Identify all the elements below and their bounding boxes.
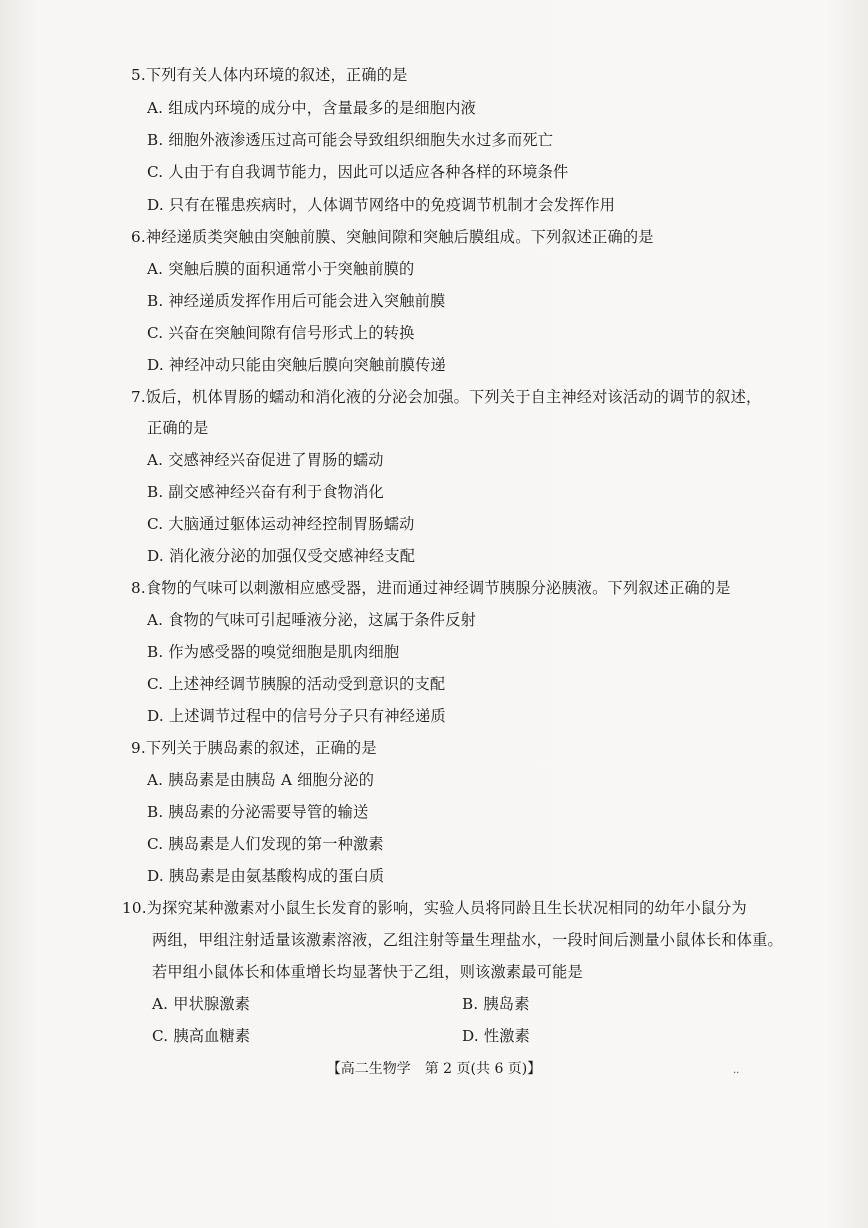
question-9-option-d: D. 胰岛素是由氨基酸构成的蛋白质 — [147, 867, 385, 885]
question-6-stem: 6.神经递质类突触由突触前膜、突触间隙和突触后膜组成。下列叙述正确的是 — [131, 228, 654, 246]
question-6-option-a: A. 突触后膜的面积通常小于突触前膜的 — [147, 260, 415, 278]
question-5-option-d: D. 只有在罹患疾病时，人体调节网络中的免疫调节机制才会发挥作用 — [147, 196, 616, 214]
question-10-option-b: B. 胰岛素 — [462, 995, 530, 1013]
question-7-option-b: B. 副交感神经兴奋有利于食物消化 — [147, 483, 384, 501]
question-5-option-c: C. 人由于有自我调节能力，因此可以适应各种各样的环境条件 — [147, 163, 569, 181]
question-9-option-c: C. 胰岛素是人们发现的第一种激素 — [147, 835, 384, 853]
question-9-option-a: A. 胰岛素是由胰岛 A 细胞分泌的 — [147, 771, 375, 789]
question-9-stem: 9.下列关于胰岛素的叙述，正确的是 — [131, 739, 377, 757]
question-7-option-d: D. 消化液分泌的加强仅受交感神经支配 — [147, 547, 416, 565]
question-6-option-c: C. 兴奋在突触间隙有信号形式上的转换 — [147, 324, 415, 342]
question-6-option-d: D. 神经冲动只能由突触后膜向突触前膜传递 — [147, 356, 446, 374]
question-9-option-b: B. 胰岛素的分泌需要导管的输送 — [147, 803, 369, 821]
question-7-option-c: C. 大脑通过躯体运动神经控制胃肠蠕动 — [147, 515, 415, 533]
question-10-option-d: D. 性激素 — [462, 1027, 531, 1045]
question-8-option-a: A. 食物的气味可引起唾液分泌，这属于条件反射 — [147, 611, 476, 629]
page-number-label: 【高二生物学 第 2 页(共 6 页)】 — [326, 1061, 542, 1077]
corner-mark: .. — [733, 1065, 740, 1076]
question-7-option-a: A. 交感神经兴奋促进了胃肠的蠕动 — [147, 451, 384, 469]
question-6-option-b: B. 神经递质发挥作用后可能会进入突触前膜 — [147, 292, 446, 310]
question-8-option-b: B. 作为感受器的嗅觉细胞是肌肉细胞 — [147, 643, 400, 661]
question-8-option-d: D. 上述调节过程中的信号分子只有神经递质 — [147, 707, 446, 725]
question-10-stem: 10.为探究某种激素对小鼠生长发育的影响，实验人员将同龄且生长状况相同的幼年小鼠分为 — [122, 899, 747, 917]
question-8-stem: 8.食物的气味可以刺激相应感受器，进而通过神经调节胰腺分泌胰液。下列叙述正确的是 — [131, 579, 731, 597]
question-10-stem-line-3: 若甲组小鼠体长和体重增长均显著快于乙组，则该激素最可能是 — [152, 963, 583, 981]
question-10-option-c: C. 胰高血糖素 — [152, 1027, 251, 1045]
question-5-option-a: A. 组成内环境的成分中，含量最多的是细胞内液 — [147, 99, 476, 117]
question-5-stem: 5.下列有关人体内环境的叙述，正确的是 — [131, 66, 408, 84]
question-8-option-c: C. 上述神经调节胰腺的活动受到意识的支配 — [147, 675, 446, 693]
question-7-stem: 7.饭后，机体胃肠的蠕动和消化液的分泌会加强。下列关于自主神经对该活动的调节的叙述， — [131, 388, 762, 406]
question-7-stem-continued: 正确的是 — [147, 419, 209, 437]
question-10-option-a: A. 甲状腺激素 — [152, 995, 251, 1013]
question-10-stem-line-2: 两组，甲组注射适量该激素溶液，乙组注射等量生理盐水，一段时间后测量小鼠体长和体重。 — [152, 931, 783, 949]
question-5-option-b: B. 细胞外液渗透压过高可能会导致组织细胞失水过多而死亡 — [147, 131, 554, 149]
